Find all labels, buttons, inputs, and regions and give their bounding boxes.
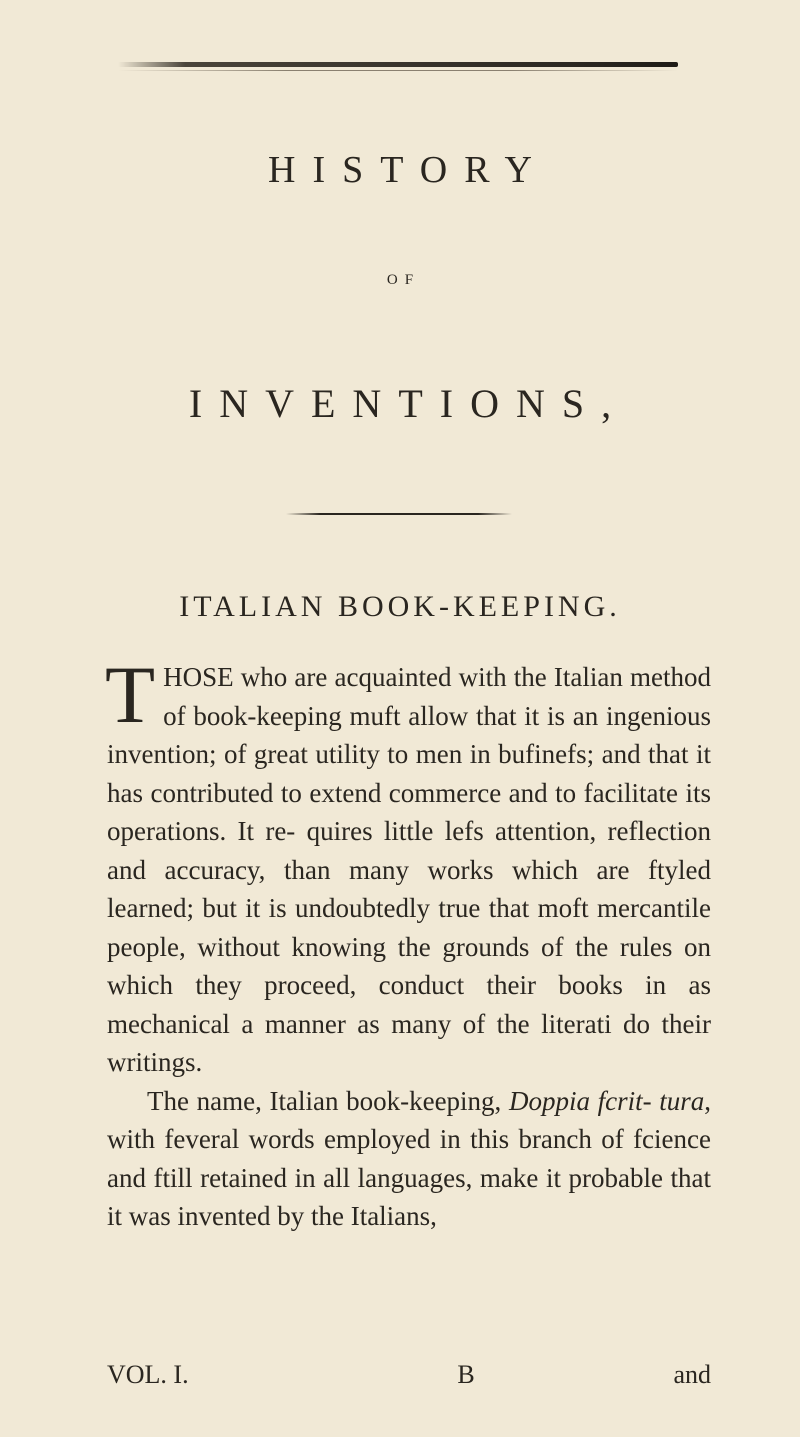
paragraph-2-text-before: The name, Italian book-keeping, bbox=[147, 1085, 509, 1116]
paragraph-2 bbox=[107, 1082, 711, 1236]
body-text bbox=[105, 649, 711, 1236]
page-footer bbox=[107, 1360, 711, 1390]
paragraph-1 bbox=[105, 649, 711, 1082]
signature-mark: B bbox=[457, 1360, 475, 1389]
divider-rule bbox=[286, 513, 512, 515]
section-heading: ITALIAN BOOK-KEEPING. bbox=[179, 590, 621, 623]
paragraph-2-italic-term: Doppia fcrit- tura bbox=[508, 1085, 705, 1116]
page-subtitle: INVENTIONS, bbox=[188, 381, 629, 426]
catchword: and bbox=[673, 1360, 711, 1389]
top-ornamental-rule bbox=[118, 62, 678, 67]
volume-label: VOL. I. bbox=[107, 1360, 189, 1389]
title-connector: OF bbox=[386, 272, 421, 288]
drop-capital: T bbox=[105, 649, 156, 740]
paragraph-2-text-after: , with feveral words employed in this branch of fcience and ftill retained in all languages, make it probable that it was invented by the Italians, bbox=[107, 1085, 711, 1231]
page-title: HISTORY bbox=[268, 149, 549, 191]
paragraph-1-text: HOSE who are acquainted with the Italian method of book-keeping muft allow that it is an ingenious invention; of great utility to men in bufinefs; and that it has contributed to extend commerce and to facilitate its operations. It re- quires little lefs attention, reflection and accuracy, than many works which are ftyled learned; but it is undoubtedly true that moft mercantile people, without knowing the grounds of the rules on which they proceed, conduct their books in as mechanical a manner as many of the literati do their writings. bbox=[107, 662, 711, 1077]
